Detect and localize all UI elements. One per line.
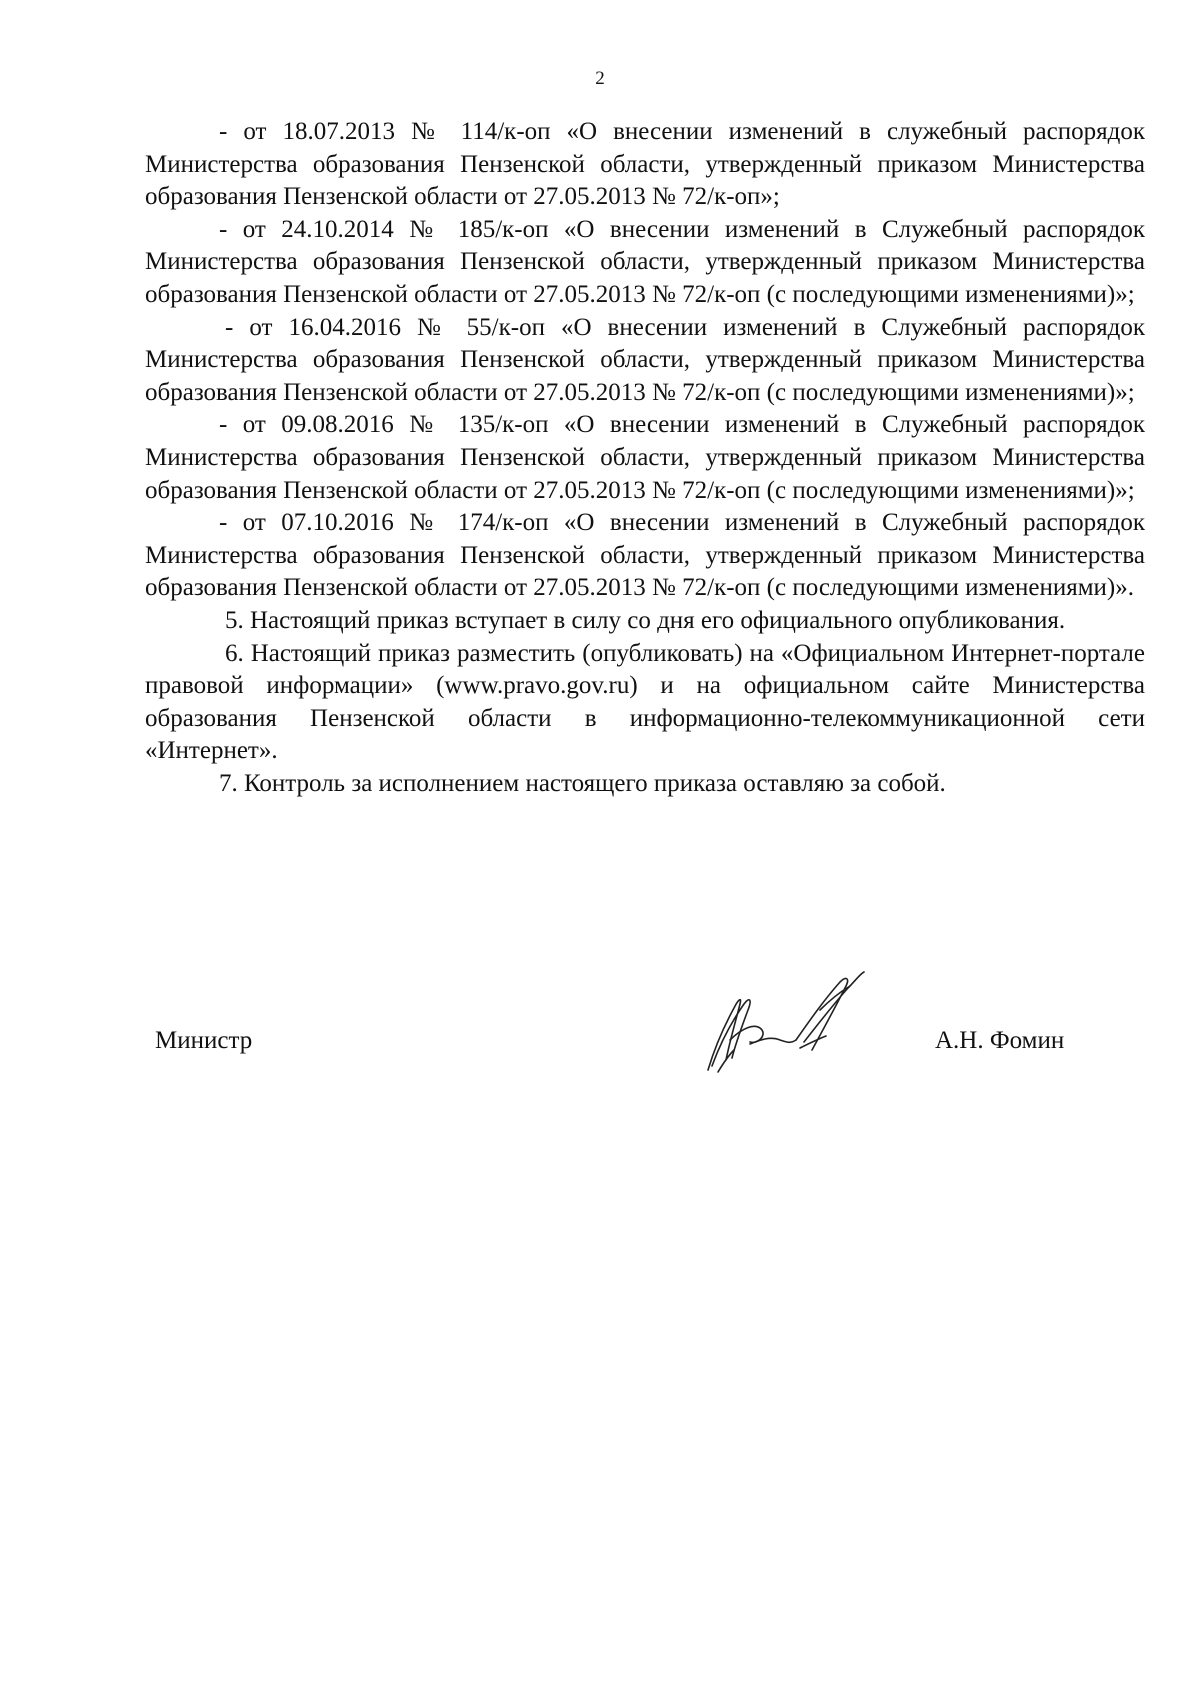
amendment-item-2013-114: - от 18.07.2013 № 114/к-оп «О внесении изменений в служебный распорядок Министерства образования Пензенской области, утвержденный приказом Министерства образования Пензенской области от 27.05.2013 № 72/к-оп»; bbox=[145, 118, 1145, 211]
amendment-item-2014-185: - от 24.10.2014 № 185/к-оп «О внесении изменений в Служебный распорядок Министерства образования Пензенской области, утвержденный приказом Министерства образования Пензенской области от 27.05.2013 № 72/к-оп (с последующими изменениями)»; bbox=[145, 215, 1145, 308]
page-number: 2 bbox=[595, 68, 605, 89]
signature-block bbox=[0, 1000, 1200, 1110]
amendment-item-2016-55: - от 16.04.2016 № 55/к-оп «О внесении изменений в Служебный распорядок Министерства образования Пензенской области, утвержденный приказом Министерства образования Пензенской области от 27.05.2013 № 72/к-оп (с последующими изменениями)»; bbox=[145, 313, 1145, 406]
clause-5-effective-date: 5. Настоящий приказ вступает в силу со дня его официального опубликования. bbox=[225, 606, 1066, 634]
signer-name: А.Н. Фомин bbox=[935, 1027, 1065, 1054]
document-body bbox=[145, 116, 1145, 800]
amendment-item-2016-135: - от 09.08.2016 № 135/к-оп «О внесении изменений в Служебный распорядок Министерства образования Пензенской области, утвержденный приказом Министерства образования Пензенской области от 27.05.2013 № 72/к-оп (с последующими изменениями)»; bbox=[145, 411, 1145, 504]
clause-7-control: 7. Контроль за исполнением настоящего приказа оставляю за собой. bbox=[219, 769, 946, 797]
clause-6-publication: 6. Настоящий приказ разместить (опубликовать) на «Официальном Интернет-портале правовой информации» (www.pravo.gov.ru) и на официальном сайте Министерства образования Пензенской области в информационно-телекоммуникационной сети «Интернет». bbox=[145, 639, 1145, 765]
handwritten-signature-icon bbox=[700, 970, 890, 1080]
amendment-item-2016-174: - от 07.10.2016 № 174/к-оп «О внесении изменений в Служебный распорядок Министерства образования Пензенской области, утвержденный приказом Министерства образования Пензенской области от 27.05.2013 № 72/к-оп (с последующими изменениями)». bbox=[145, 509, 1145, 602]
signer-position: Министр bbox=[155, 1027, 253, 1054]
